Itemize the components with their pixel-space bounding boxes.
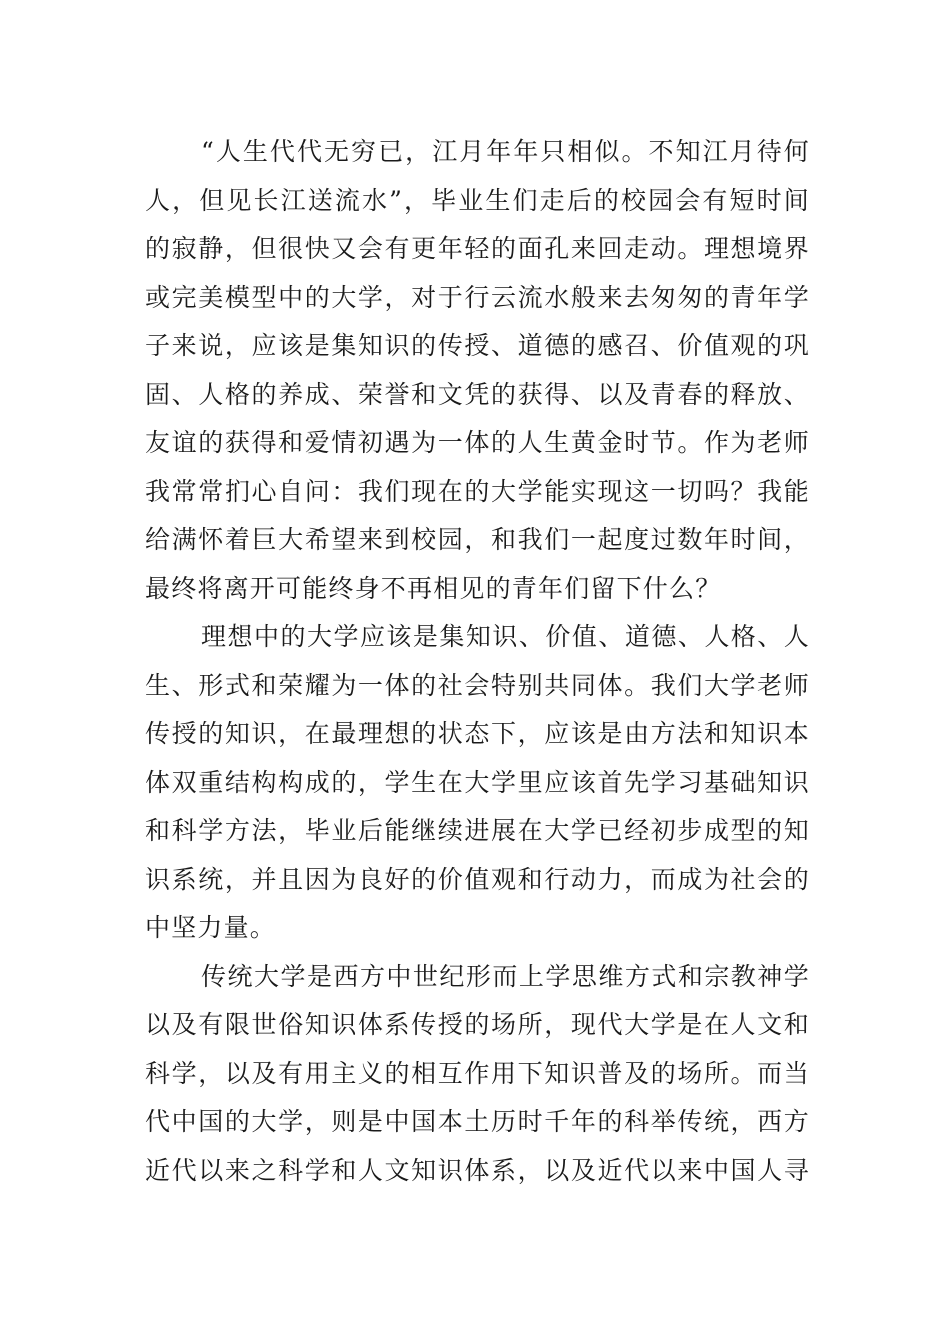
text-line: 或完美模型中的大学，对于行云流水般来去匆匆的青年学 [145,282,810,312]
paragraph-3 [145,953,810,1196]
text-line: 识系统，并且因为良好的价值观和行动力，而成为社会的 [145,864,810,894]
text-line: 子来说，应该是集知识的传授、道德的感召、价值观的巩 [145,331,810,360]
text-line: “人生代代无穷已，江月年年只相似。不知江月待何 [201,137,810,166]
text-line: 传授的知识，在最理想的状态下，应该是由方法和知识本 [145,719,810,748]
text-line: 近代以来之科学和人文知识体系，以及近代以来中国人寻 [145,1155,810,1185]
document-body [145,128,810,1195]
text-line: 生、形式和荣耀为一体的社会特别共同体。我们大学老师 [145,670,810,700]
paragraph-1 [145,128,810,613]
text-line: 代中国的大学，则是中国本土历时千年的科举传统，西方 [145,1107,810,1136]
paragraph-2 [145,613,810,953]
text-line: 科学，以及有用主义的相互作用下知识普及的场所。而当 [145,1058,810,1088]
text-line: 和科学方法，毕业后能继续进展在大学已经初步成型的知 [145,816,810,845]
text-line: 的寂静，但很快又会有更年轻的面孔来回走动。理想境界 [145,234,810,263]
text-line: 人，但见长江送流水”，毕业生们走后的校园会有短时间 [145,185,810,215]
text-line: 固、人格的养成、荣誉和文凭的获得、以及青春的释放、 [145,379,810,409]
text-line: 理想中的大学应该是集知识、价值、道德、人格、人 [201,622,810,651]
text-line: 体双重结构构成的，学生在大学里应该首先学习基础知识 [145,767,810,797]
text-line: 最终将离开可能终身不再相见的青年们留下什么？ [145,573,722,603]
text-line: 中坚力量。 [145,913,277,942]
text-line: 友谊的获得和爱情初遇为一体的人生黄金时节。作为老师 [145,428,810,457]
text-line: 给满怀着巨大希望来到校园，和我们一起度过数年时间， [145,525,810,554]
text-line: 以及有限世俗知识体系传授的场所，现代大学是在人文和 [145,1010,810,1039]
text-line: 传统大学是西方中世纪形而上学思维方式和宗教神学 [201,961,810,991]
text-line: 我常常扪心自问：我们现在的大学能实现这一切吗？我能 [145,476,810,506]
